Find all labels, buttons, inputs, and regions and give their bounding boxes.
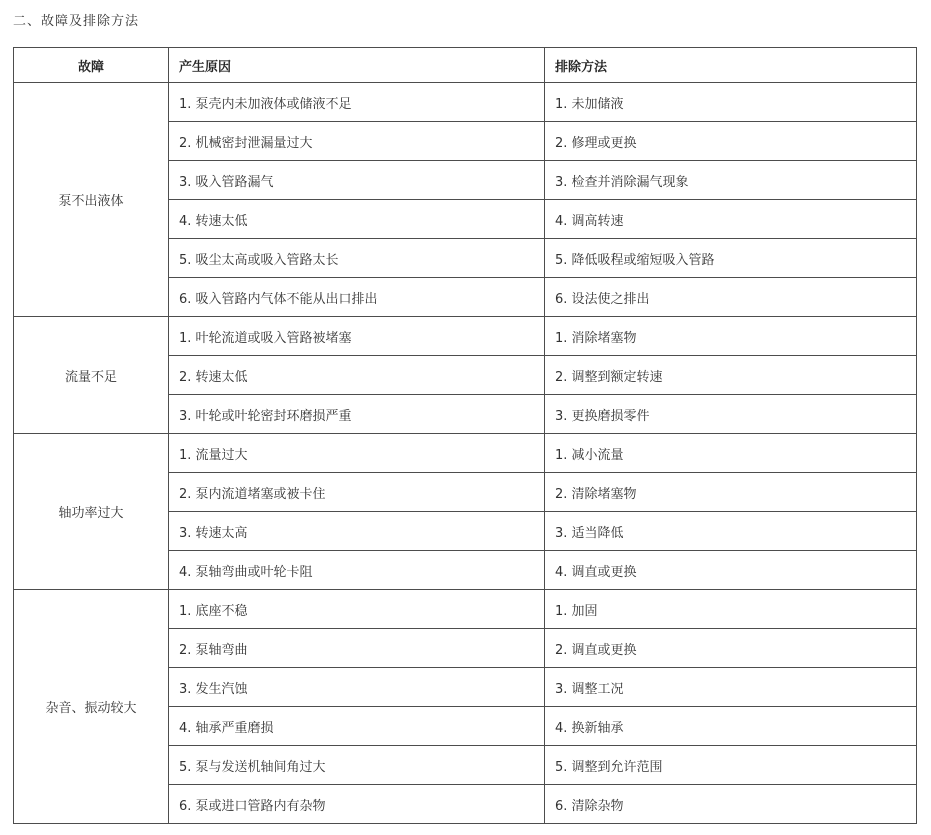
table-row	[14, 83, 917, 122]
remedy-cell: 6. 设法使之排出	[545, 278, 917, 317]
remedy-cell: 4. 调直或更换	[545, 551, 917, 590]
remedy-cell: 4. 调高转速	[545, 200, 917, 239]
remedy-cell: 5. 调整到允许范围	[545, 746, 917, 785]
remedy-cell: 2. 调整到额定转速	[545, 356, 917, 395]
cause-cell: 2. 泵轴弯曲	[169, 629, 545, 668]
cause-cell: 4. 转速太低	[169, 200, 545, 239]
cause-cell: 4. 轴承严重磨损	[169, 707, 545, 746]
table-row	[14, 434, 917, 473]
cause-cell: 1. 泵壳内未加液体或储液不足	[169, 83, 545, 122]
remedy-cell: 3. 检查并消除漏气现象	[545, 161, 917, 200]
remedy-cell: 6. 清除杂物	[545, 785, 917, 824]
remedy-cell: 3. 更换磨损零件	[545, 395, 917, 434]
remedy-cell: 1. 加固	[545, 590, 917, 629]
cause-cell: 6. 泵或进口管路内有杂物	[169, 785, 545, 824]
remedy-cell: 3. 调整工况	[545, 668, 917, 707]
column-header-fault: 故障	[14, 48, 169, 83]
cause-cell: 2. 机械密封泄漏量过大	[169, 122, 545, 161]
remedy-cell: 2. 调直或更换	[545, 629, 917, 668]
cause-cell: 5. 吸尘太高或吸入管路太长	[169, 239, 545, 278]
fault-cell: 流量不足	[14, 317, 169, 434]
column-header-cause: 产生原因	[169, 48, 545, 83]
cause-cell: 1. 叶轮流道或吸入管路被堵塞	[169, 317, 545, 356]
remedy-cell: 4. 换新轴承	[545, 707, 917, 746]
remedy-cell: 1. 未加储液	[545, 83, 917, 122]
cause-cell: 1. 流量过大	[169, 434, 545, 473]
cause-cell: 3. 吸入管路漏气	[169, 161, 545, 200]
table-header-row	[14, 48, 917, 83]
cause-cell: 6. 吸入管路内气体不能从出口排出	[169, 278, 545, 317]
fault-cell: 轴功率过大	[14, 434, 169, 590]
table-row	[14, 590, 917, 629]
remedy-cell: 1. 消除堵塞物	[545, 317, 917, 356]
table-row	[14, 317, 917, 356]
fault-cell: 泵不出液体	[14, 83, 169, 317]
cause-cell: 2. 泵内流道堵塞或被卡住	[169, 473, 545, 512]
remedy-cell: 3. 适当降低	[545, 512, 917, 551]
remedy-cell: 5. 降低吸程或缩短吸入管路	[545, 239, 917, 278]
remedy-cell: 2. 清除堵塞物	[545, 473, 917, 512]
fault-cell: 杂音、振动较大	[14, 590, 169, 824]
cause-cell: 3. 叶轮或叶轮密封环磨损严重	[169, 395, 545, 434]
cause-cell: 2. 转速太低	[169, 356, 545, 395]
fault-remedy-table	[13, 47, 917, 824]
cause-cell: 4. 泵轴弯曲或叶轮卡阻	[169, 551, 545, 590]
page-title: 二、故障及排除方法	[13, 14, 140, 29]
cause-cell: 3. 转速太高	[169, 512, 545, 551]
column-header-remedy: 排除方法	[545, 48, 917, 83]
cause-cell: 5. 泵与发送机轴间角过大	[169, 746, 545, 785]
table-body	[14, 83, 917, 824]
remedy-cell: 1. 减小流量	[545, 434, 917, 473]
cause-cell: 1. 底座不稳	[169, 590, 545, 629]
remedy-cell: 2. 修理或更换	[545, 122, 917, 161]
cause-cell: 3. 发生汽蚀	[169, 668, 545, 707]
